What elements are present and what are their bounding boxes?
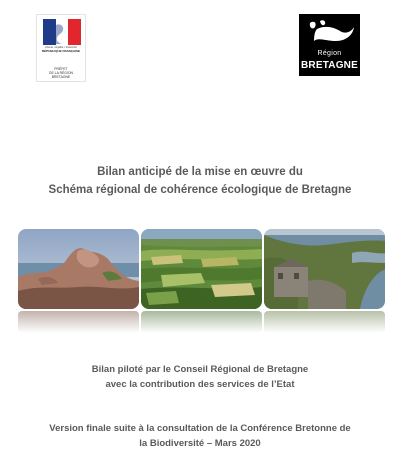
photo-reflection-3	[264, 311, 385, 333]
region-logo-line2: BRETAGNE	[301, 60, 358, 71]
document-version	[0, 421, 400, 451]
prefet-name: PRÉFET DE LA RÉGION BRETAGNE	[49, 67, 73, 79]
prefet-logo	[36, 14, 86, 82]
cover-photos	[18, 229, 386, 309]
prefet-republic: RÉPUBLIQUE FRANÇAISE	[41, 49, 80, 53]
photo-reflection-2	[141, 311, 262, 333]
version-line-1: Version finale suite à la consultation de la Conférence Bretonne de	[49, 423, 351, 434]
photo-reflection-1	[18, 311, 139, 333]
version-line-2: la Biodiversité – Mars 2020	[139, 438, 261, 449]
region-logo-line1: Région	[317, 50, 342, 57]
subtitle-line-1: Bilan piloté par le Conseil Régional de Bretagne	[91, 364, 309, 375]
document-title	[0, 163, 400, 199]
title-line-2: Schéma régional de cohérence écologique de Bretagne	[48, 184, 352, 196]
photo-coastal-rocks	[18, 229, 139, 309]
document-subtitle	[0, 362, 400, 392]
photo-bocage-landscape	[141, 229, 262, 309]
prefet-motto: Liberté • Égalité • Fraternité	[45, 46, 77, 49]
region-bretagne-logo	[299, 14, 360, 76]
ermine-flag-icon	[304, 17, 355, 49]
title-line-1: Bilan anticipé de la mise en œuvre du	[97, 166, 303, 178]
subtitle-line-2: avec la contribution des services de l’Etat	[105, 379, 295, 390]
marianne-flag-icon	[43, 19, 81, 45]
photo-coastal-fort	[264, 229, 385, 309]
